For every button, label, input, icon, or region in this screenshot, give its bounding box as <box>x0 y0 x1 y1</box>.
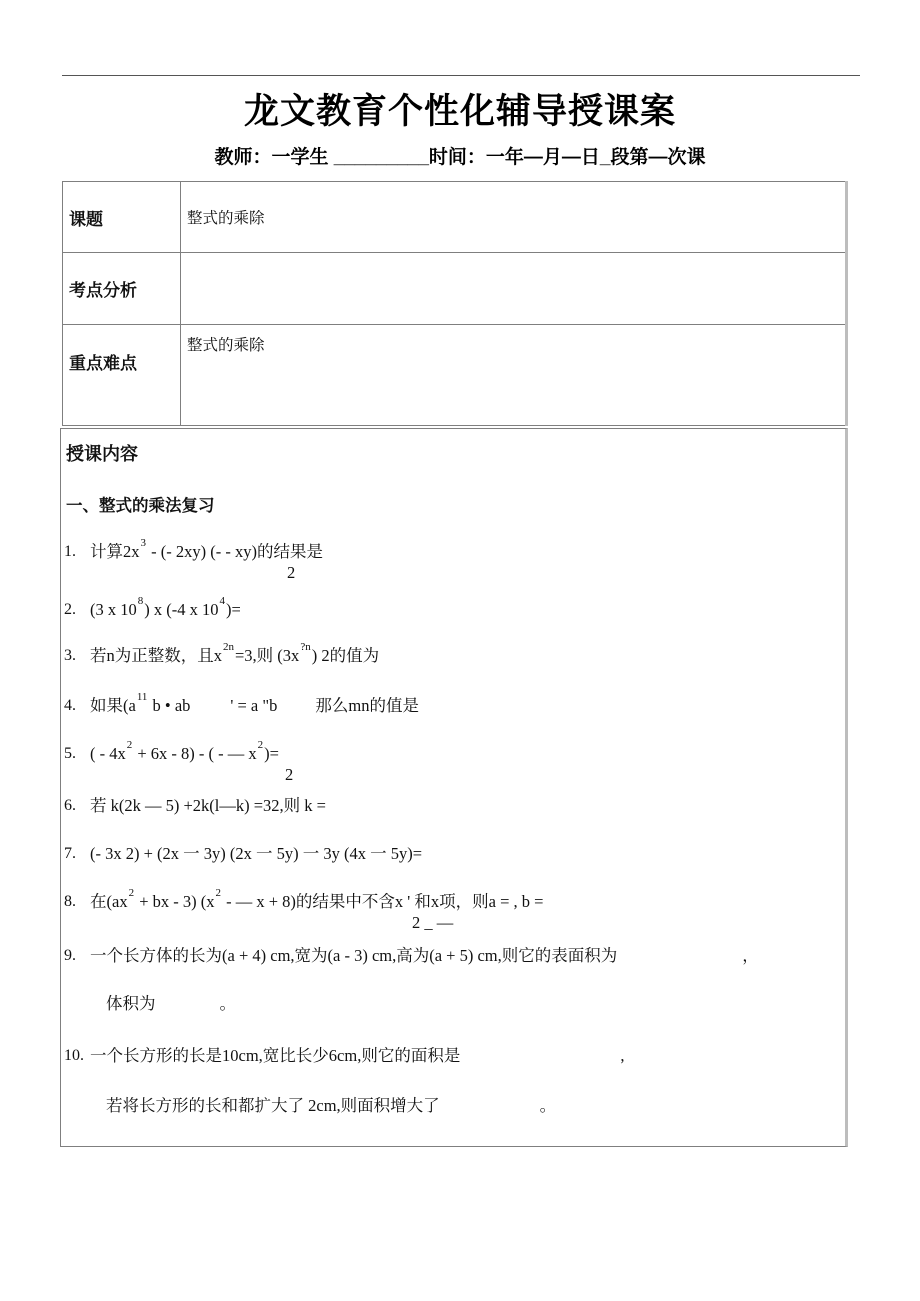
problem-body <box>90 843 839 865</box>
problem-line-2: 体积为 。 <box>106 994 236 1013</box>
problem-body <box>90 594 839 621</box>
problem-body <box>90 536 839 583</box>
row-label-keypoints: 重点难点 <box>63 325 181 426</box>
problem-line: 若 k(2k — 5) +2k(l—k) =32,则 k = <box>90 796 326 815</box>
table-row-keypoints <box>63 325 847 426</box>
problem-line: 一个长方体的长为(a + 4) cm,宽为(a - 3) cm,高为(a + 5) cm,则它的表面积为 ， <box>90 946 759 965</box>
problem-line: (- 3x 2) + (2x 一 3y) (2x 一 5y) 一 3y (4x 一 5y)= <box>90 844 423 863</box>
answer-blank <box>277 710 315 711</box>
problem-number: 3. <box>64 647 76 664</box>
content-box <box>60 428 848 1147</box>
problem-number: 1. <box>64 543 76 560</box>
superscript: 2 <box>257 738 264 751</box>
teacher-student-time-line: 教师：一学生 _________时间：一年—月—日_段第—次课 <box>214 147 706 168</box>
fraction-denominator: 2 <box>285 765 294 784</box>
superscript: 8 <box>137 594 144 607</box>
problem-body <box>90 945 839 1015</box>
problem-number: 5. <box>64 745 76 762</box>
row-value-topic: 整式的乘除 <box>181 182 847 253</box>
answer-blank <box>156 1008 220 1009</box>
info-table <box>62 181 848 426</box>
problem-line: (3 x $10^8$) x (-4 x $10^4)=$ <box>90 594 241 619</box>
problem-item <box>64 1045 839 1117</box>
problem-item <box>64 945 839 1015</box>
problem-item <box>64 536 839 583</box>
page-title: 龙文教育个性化辅导授课案 <box>243 92 676 131</box>
problem-line: 如果($a^{11}$ b • ab ' = a "b 那么mn的值是 <box>90 690 419 715</box>
superscript: 4 <box>219 594 225 607</box>
problem-line: 计算$2x^3$ - (- 2xy) (- - xy)的结果是 <box>90 536 323 561</box>
problem-item <box>64 640 839 667</box>
problem-number: 7. <box>64 845 76 862</box>
problem-body <box>90 640 839 667</box>
problems-list <box>64 536 839 1117</box>
problem-body <box>90 1045 839 1117</box>
problem-body <box>90 795 839 817</box>
superscript: 2 <box>215 886 221 899</box>
table-row-topic <box>63 182 847 253</box>
row-label-topic: 课题 <box>63 182 181 253</box>
answer-blank <box>440 1110 540 1111</box>
problem-body <box>90 886 839 933</box>
superscript: 2 <box>128 886 135 899</box>
problem-item <box>64 843 839 865</box>
top-divider <box>62 75 860 76</box>
row-value-analysis <box>181 253 847 325</box>
superscript: 2n <box>223 640 234 653</box>
problem-item <box>64 738 839 785</box>
answer-blank <box>190 710 230 711</box>
answer-blank <box>460 1060 620 1061</box>
table-row-analysis <box>63 253 847 325</box>
problem-line: ( - $4x^2 + 6x - 8$) - ( - — $x^2)=$ <box>90 738 279 763</box>
problem-line: 在($ax^2$ + bx - 3) ($x^2$ - — x + 8)的结果中不含x ' 和x项，则a = , b = <box>90 886 544 911</box>
problem-body <box>90 690 839 717</box>
problem-item <box>64 795 839 817</box>
problem-number: 10. <box>64 1047 84 1064</box>
problem-item <box>64 594 839 621</box>
problem-item <box>64 886 839 933</box>
superscript: ?n <box>300 640 311 653</box>
row-label-analysis: 考点分析 <box>63 253 181 325</box>
problem-line: 若n为正整数，且$x^{2n}=3$,则 $(3x^{?n})$ 2的值为 <box>90 640 380 665</box>
problem-number: 6. <box>64 797 76 814</box>
fraction-denominator: 2 <box>287 563 296 582</box>
problem-line: 一个长方形的长是10cm,宽比长少6cm,则它的面积是 , <box>90 1046 625 1065</box>
problem-line-2: 若将长方形的长和都扩大了 2cm,则面积增大了 。 <box>106 1096 557 1115</box>
problem-number: 2. <box>64 601 76 618</box>
problem-body <box>90 738 839 785</box>
superscript: 11 <box>136 690 148 703</box>
fraction-denominator: 2 _ — <box>412 913 454 932</box>
row-value-keypoints: 整式的乘除 <box>181 325 847 426</box>
superscript: 2 <box>126 738 133 751</box>
problem-item <box>64 690 839 717</box>
problem-number: 8. <box>64 893 76 910</box>
answer-blank <box>617 960 742 961</box>
content-header: 授课内容 <box>66 444 138 464</box>
problem-number: 9. <box>64 947 76 964</box>
section-title: 一、整式的乘法复习 <box>66 497 215 515</box>
problem-number: 4. <box>64 697 76 714</box>
superscript: 3 <box>140 536 146 549</box>
